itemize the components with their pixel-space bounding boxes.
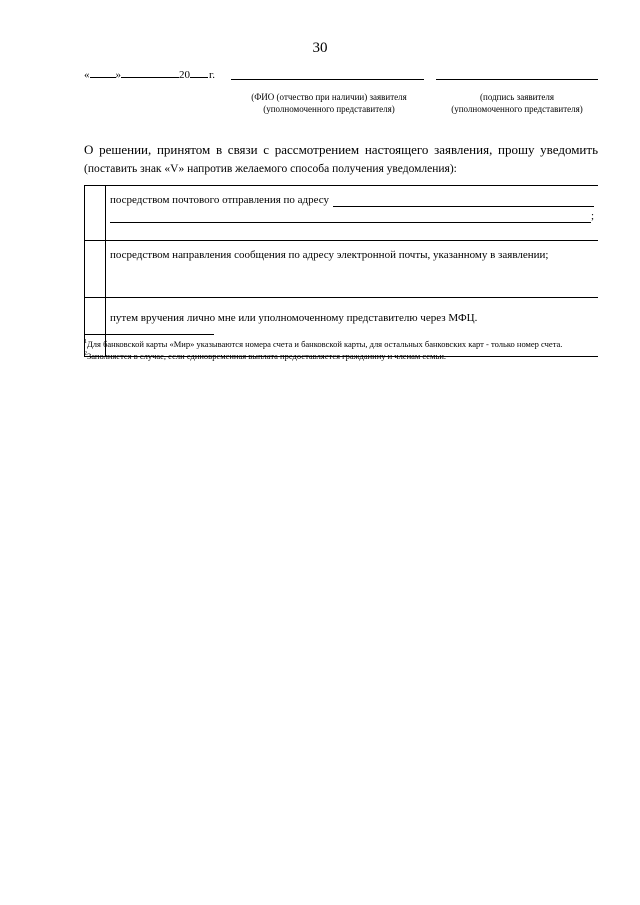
- postal-address-blank-2[interactable]: [110, 210, 591, 223]
- postal-address-blank-1[interactable]: [333, 194, 594, 207]
- signature-line[interactable]: [436, 79, 598, 80]
- fio-caption-line1: (ФИО (отчество при наличии) заявителя: [251, 92, 407, 102]
- year-blank[interactable]: [190, 68, 208, 78]
- option-label-postal: посредством почтового отправления по адресу: [110, 194, 330, 206]
- option-cell-postal: [106, 186, 599, 241]
- option-row-postal: [85, 186, 599, 241]
- signature-caption-line1: (подпись заявителя: [480, 92, 554, 102]
- year-suffix: г.: [209, 69, 216, 81]
- footnote-2: [84, 350, 600, 362]
- date-close-quote: »: [115, 69, 121, 81]
- notification-options-table: [84, 185, 598, 357]
- page-number: 30: [312, 40, 328, 56]
- date-line: [84, 68, 215, 81]
- fio-line[interactable]: [231, 79, 424, 80]
- year-prefix: 20: [179, 69, 190, 81]
- footnote-1-text: Для банковской карты «Мир» указываются номера счета и банковской карты, для остальных банковских карт - только номер счета.: [87, 339, 563, 349]
- option-checkbox-email[interactable]: [85, 241, 106, 298]
- decision-main-text: О решении, принятом в связи с рассмотрением настоящего заявления, прошу уведомить: [84, 142, 598, 157]
- decision-paragraph: [84, 141, 598, 178]
- fio-caption-line2: (уполномоченного представителя): [263, 104, 395, 114]
- option-row-email: [85, 241, 599, 298]
- date-open-quote: «: [84, 69, 90, 81]
- decision-parenthetical: (поставить знак «V» напротив желаемого способа получения уведомления):: [84, 163, 457, 175]
- footnote-1-mark: 1: [84, 339, 87, 345]
- footnote-1: [84, 338, 600, 350]
- day-blank[interactable]: [90, 68, 116, 78]
- footnotes: [84, 338, 600, 362]
- signature-caption-line2: (уполномоченного представителя): [451, 104, 583, 114]
- month-blank[interactable]: [121, 68, 179, 78]
- signature-caption: [432, 91, 602, 115]
- option-label-email: посредством направления сообщения по адресу электронной почты, указанному в заявлении;: [106, 241, 599, 298]
- postal-line-end: ;: [590, 210, 594, 222]
- fio-caption: [220, 91, 438, 115]
- option-checkbox-postal[interactable]: [85, 186, 106, 241]
- footnote-divider: [84, 334, 214, 335]
- footnote-2-mark: 2: [84, 351, 87, 357]
- footnote-2-text: Заполняется в случае, если единовременная выплата предоставляется гражданину и членам семьи.: [87, 351, 446, 361]
- option-label-mfc: путем вручения лично мне или уполномоченному представителю через МФЦ.: [106, 298, 599, 357]
